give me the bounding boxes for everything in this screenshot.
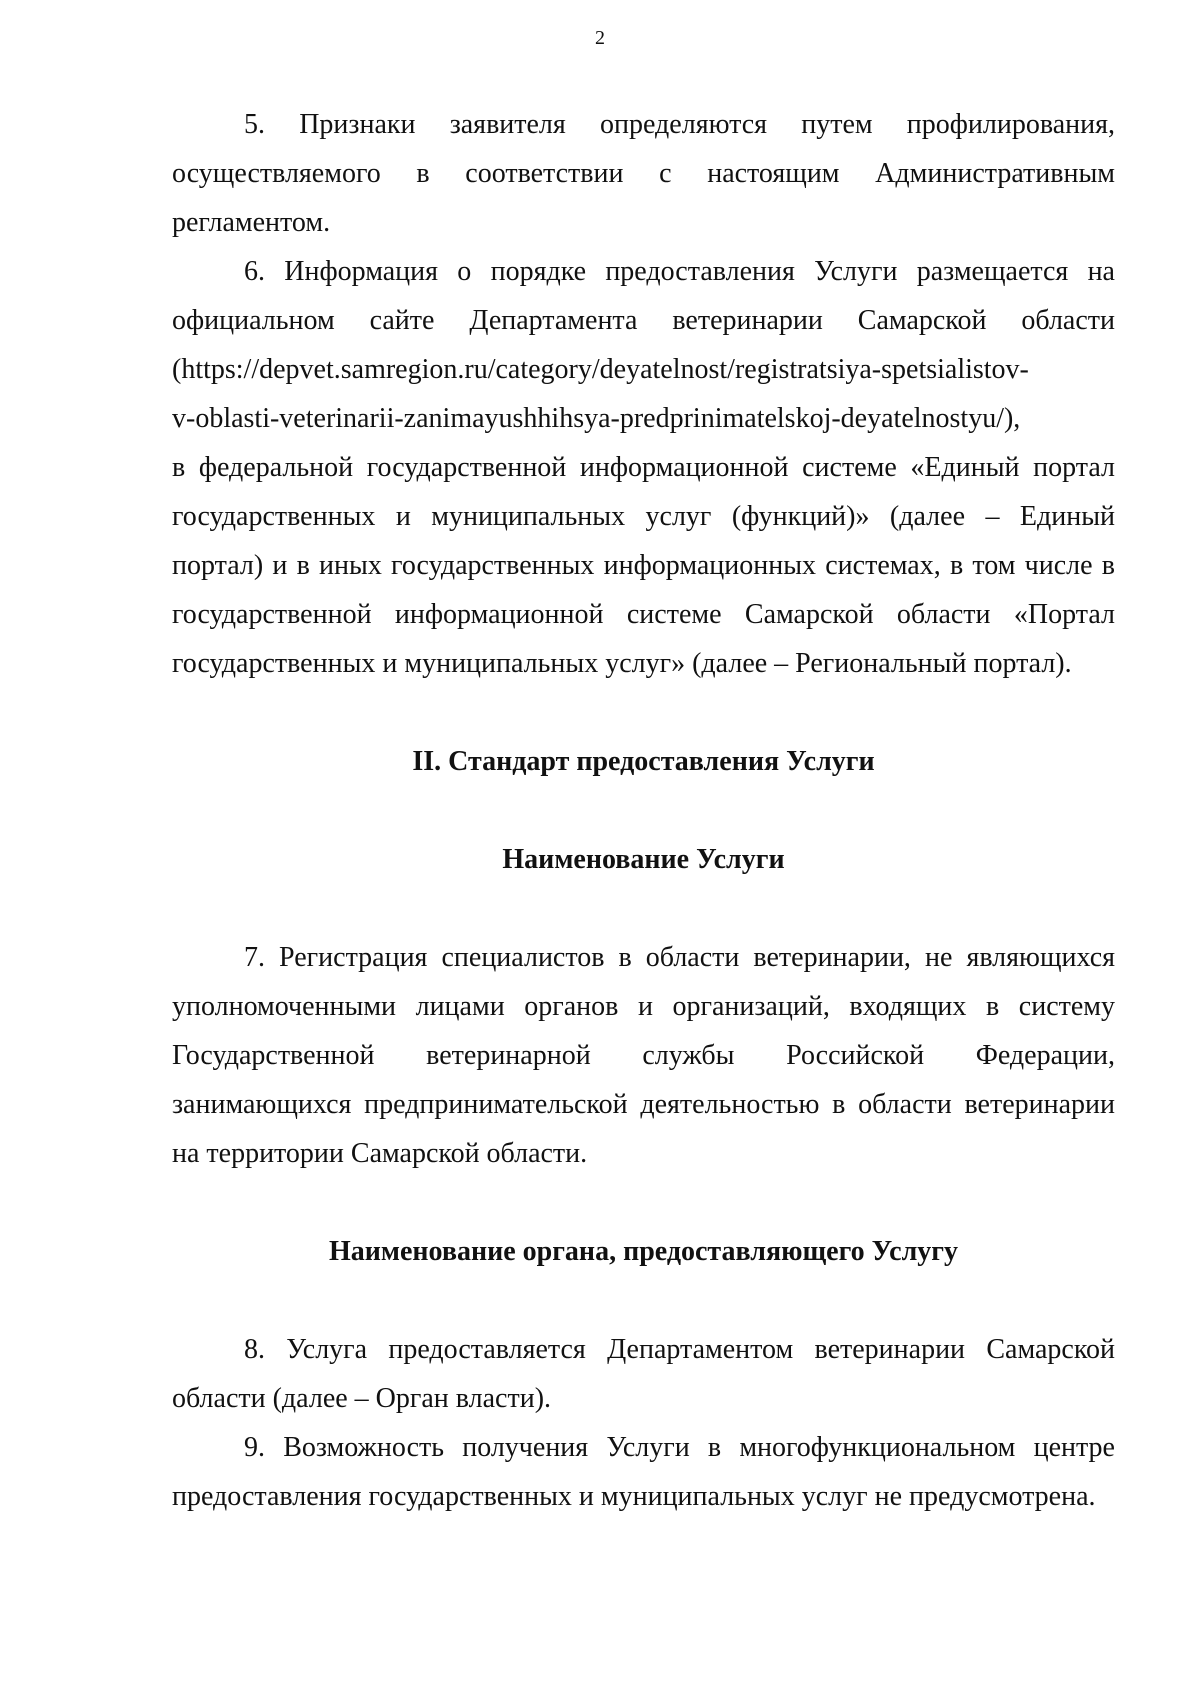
paragraph-6-intro: 6. Информация о порядке предоставления Услуги размещается на официальном сайте Департамента ветеринарии Самарской области (https://depvet.samregion.ru/category/deyatelnost/registratsiya-spetsialistov- (172, 256, 1115, 385)
paragraph-7: 7. Регистрация специалистов в области ветеринарии, не являющихся уполномоченными лицами органов и организаций, входящих в систему Государственной ветеринарной службы Российской Федерации, занимающихся предпринимательской деятельностью в области ветеринарии на территории Самарской области. (172, 942, 1115, 1169)
paragraph-6-body: в федеральной государственной информационной системе «Единый портал государственных и муниципальных услуг (функций)» (далее – Единый портал) и в иных государственных информационных системах, в том числе в государственной информационной системе Самарской области «Портал государственных и муниципальных услуг» (далее – Региональный портал). (172, 452, 1115, 679)
document-body (172, 100, 1115, 1521)
paragraph-8: 8. Услуга предоставляется Департаментом ветеринарии Самарской области (далее – Орган власти). (172, 1334, 1115, 1414)
paragraph-6-url-tail: v-oblasti-veterinarii-zanimayushhihsya-predprinimatelskoj-deyatelnostyu/), (172, 403, 1021, 434)
subheading-service-name: Наименование Услуги (502, 844, 785, 875)
paragraph-9: 9. Возможность получения Услуги в многофункциональном центре предоставления государственных и муниципальных услуг не предусмотрена. (172, 1432, 1115, 1512)
subheading-authority-name: Наименование органа, предоставляющего Услугу (328, 1236, 958, 1267)
page-number: 2 (595, 27, 605, 49)
paragraph-5: 5. Признаки заявителя определяются путем профилирования, осуществляемого в соответствии с настоящим Административным регламентом. (172, 109, 1115, 238)
section-heading-standard: II. Стандарт предоставления Услуги (412, 746, 875, 777)
